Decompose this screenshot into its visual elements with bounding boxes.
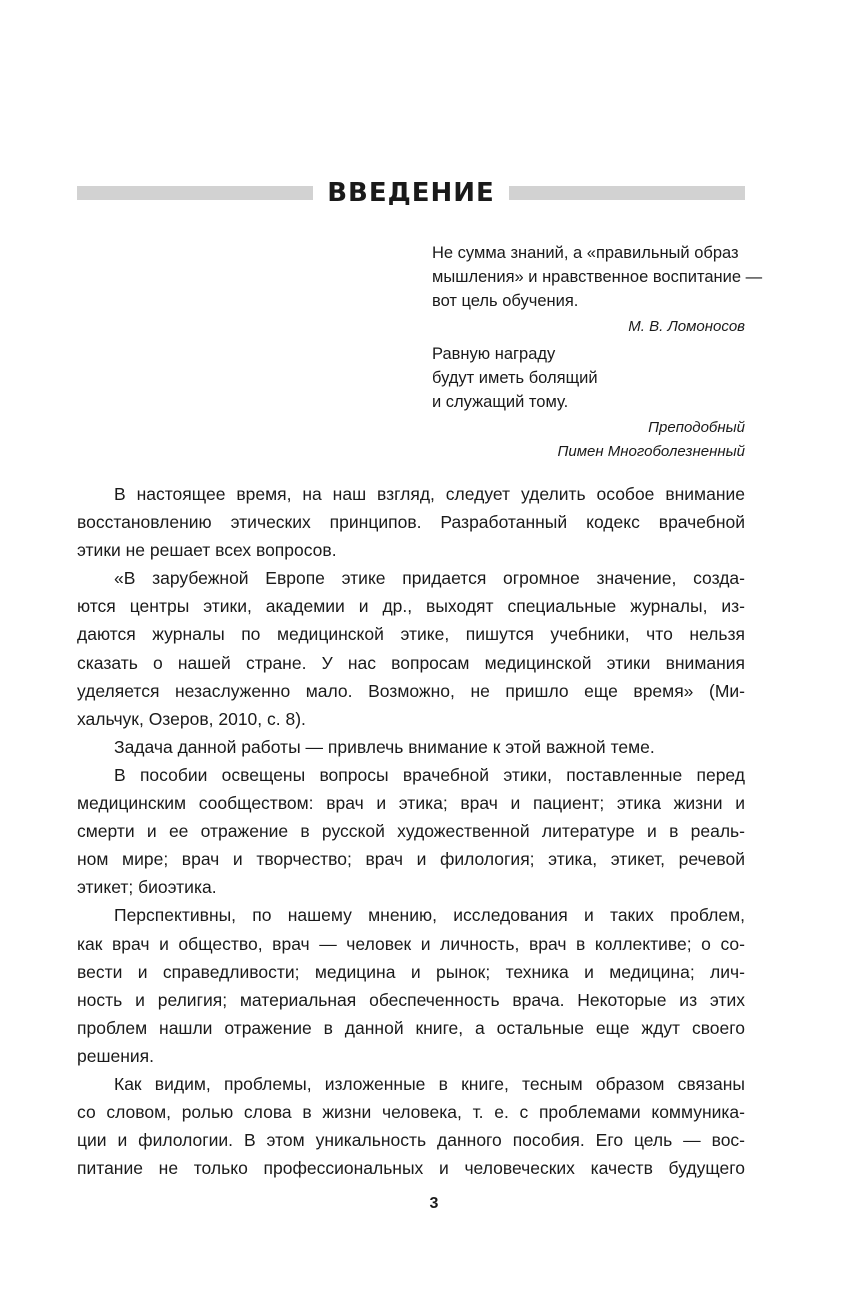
epigraph-line: мышления» и нравственное воспитание — — [432, 268, 763, 286]
text-line: ном мире; врач и творчество; врач и филология; этика, этикет, речевой — [77, 849, 745, 870]
epigraph-author-line: Пимен Многоболезненный — [557, 443, 745, 460]
page-title: ВВЕДЕНИЕ — [327, 178, 495, 208]
paragraph — [77, 733, 745, 761]
text-line: восстановлению этических принципов. Разработанный кодекс врачебной — [77, 512, 745, 533]
epigraph-lomonosov — [432, 241, 763, 339]
paragraph — [77, 1070, 745, 1182]
epigraph-pimen — [432, 342, 745, 464]
epigraph-quote — [432, 241, 763, 313]
epigraph-author — [432, 416, 745, 464]
text-line: Перспективны, по нашему мнению, исследования и таких проблем, — [114, 905, 745, 926]
text-line: проблем нашли отражение в данной книге, а остальные еще ждут своего — [77, 1017, 745, 1038]
text-line: решения. — [77, 1045, 155, 1066]
text-line: В настоящее время, на наш взгляд, следует уделить особое внимание — [114, 484, 745, 504]
text-line: уделяется незаслуженно мало. Возможно, не пришло еще время» (Ми- — [77, 680, 745, 701]
text-line: даются журналы по медицинской этике, пишутся учебники, что нельзя — [77, 624, 745, 645]
epigraph-author-line: Преподобный — [648, 419, 745, 436]
text-line: сказать о нашей стране. У нас вопросам медицинской этики внимания — [77, 652, 745, 673]
text-line: хальчук, Озеров, 2010, с. 8). — [77, 708, 306, 729]
epigraph-author-line: М. В. Ломоносов — [628, 318, 745, 335]
text-line: ность и религия; материальная обеспеченность врача. Некоторые из этих — [77, 989, 745, 1010]
text-line: ются центры этики, академии и др., выходят специальные журналы, из- — [77, 596, 745, 617]
paragraph — [77, 901, 745, 1070]
heading-rule-left — [77, 186, 313, 200]
paragraph — [77, 480, 745, 564]
paragraph — [77, 761, 745, 901]
text-line: ции и филологии. В этом уникальность данного пособия. Его цель — вос- — [77, 1130, 745, 1151]
epigraph-author — [432, 315, 745, 339]
heading-rule-right — [509, 186, 745, 200]
text-line: со словом, ролью слова в жизни человека, т. е. с проблемами коммуника- — [77, 1102, 745, 1123]
epigraph-line: вот цель обучения. — [432, 292, 579, 310]
text-line: этики не решает всех вопросов. — [77, 540, 337, 561]
text-line: как врач и общество, врач — человек и личность, врач в коллективе; о со- — [77, 933, 745, 954]
text-line: смерти и ее отражение в русской художественной литературе и в реаль- — [77, 821, 745, 842]
epigraph-quote — [432, 342, 745, 414]
epigraph-line: и служащий тому. — [432, 393, 569, 411]
text-line: вести и справедливости; медицина и рынок; техника и медицина; лич- — [77, 961, 745, 982]
text-line: Как видим, проблемы, изложенные в книге, тесным образом связаны — [114, 1073, 745, 1094]
text-line: питание не только профессиональных и человеческих качеств будущего — [77, 1158, 745, 1179]
epigraph-line: будут иметь болящий — [432, 369, 598, 387]
epigraph-line: Равную награду — [432, 345, 556, 363]
section-heading — [77, 176, 745, 210]
text-line: В пособии освещены вопросы врачебной этики, поставленные перед — [114, 764, 745, 785]
epigraphs — [432, 241, 763, 464]
text-line: «В зарубежной Европе этике придается огромное значение, созда- — [114, 568, 745, 589]
text-line: этикет; биоэтика. — [77, 877, 217, 898]
page-number: 3 — [429, 1195, 439, 1212]
paragraph — [77, 564, 745, 733]
body-text — [77, 480, 745, 1182]
text-line: медицинским сообществом: врач и этика; врач и пациент; этика жизни и — [77, 793, 745, 814]
epigraph-line: Не сумма знаний, а «правильный образ — [432, 244, 739, 262]
text-line: Задача данной работы — привлечь внимание к этой важной теме. — [114, 736, 655, 757]
